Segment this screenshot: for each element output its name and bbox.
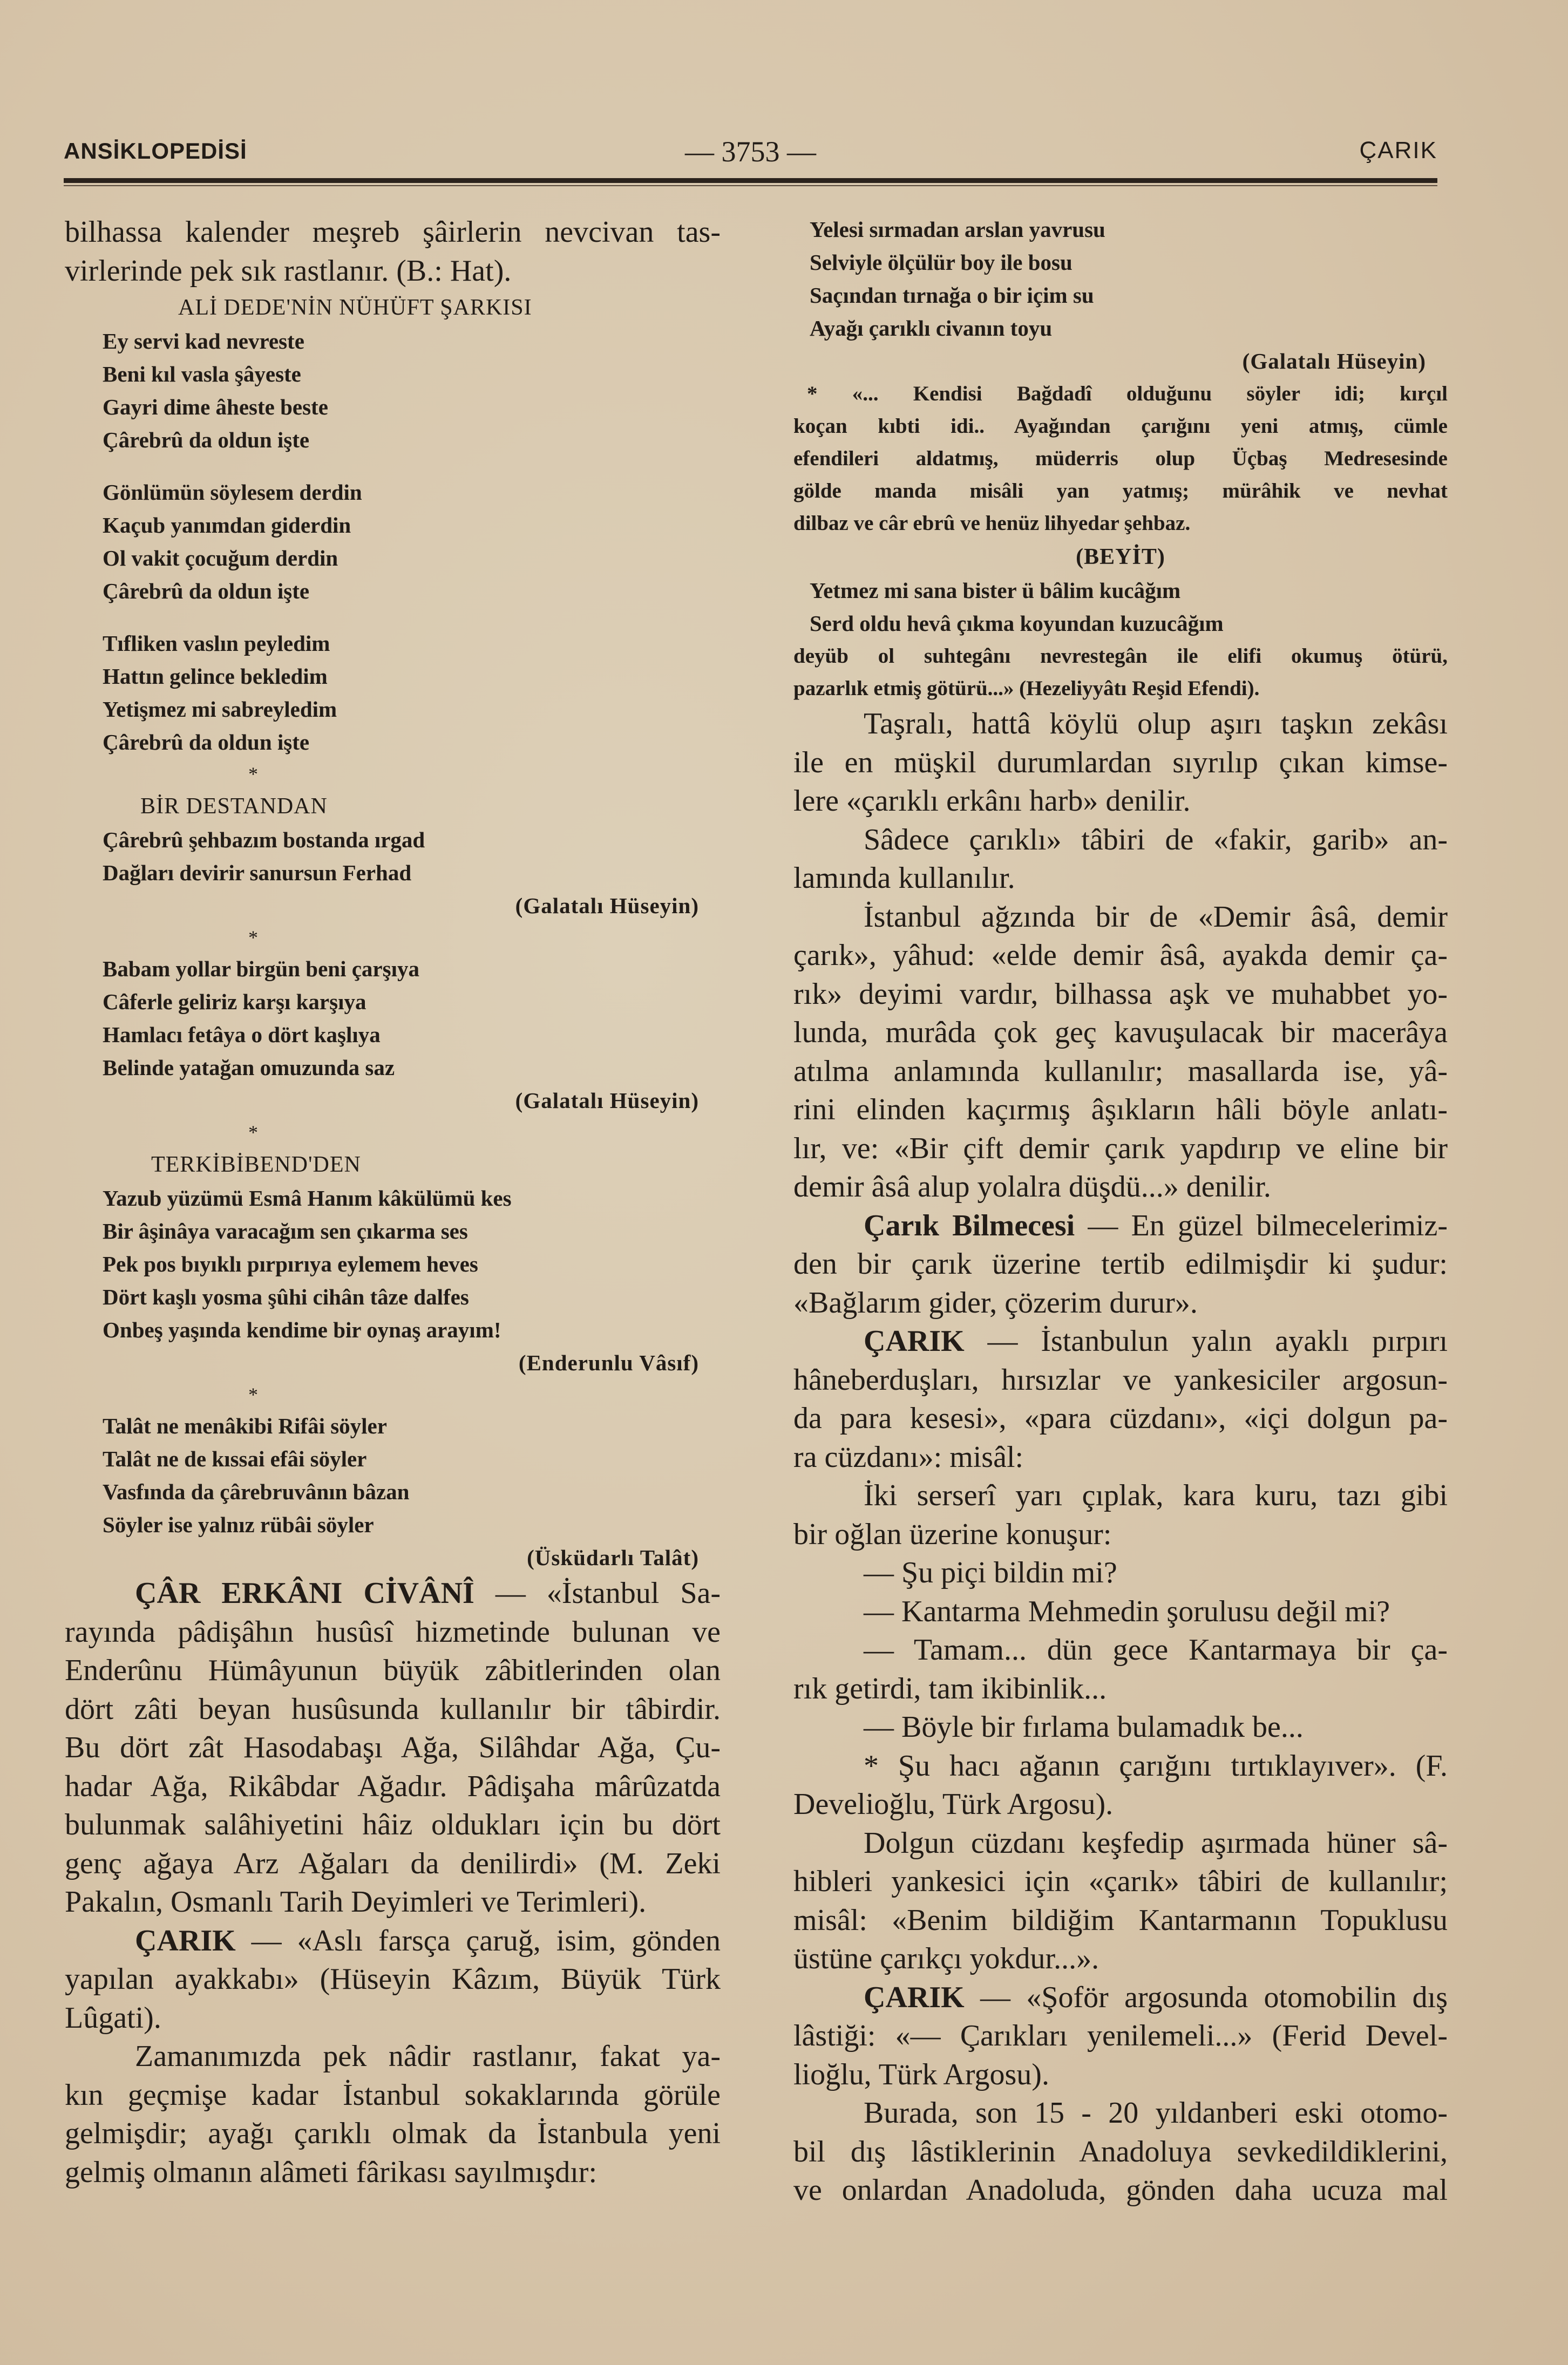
line-text: hibleri yankesici için «çarık» tâbiri de kullanılır;: [793, 1865, 1448, 1898]
text-line: [103, 476, 721, 509]
verse-attribution: (Galatalı Hüseyin): [515, 1088, 699, 1113]
header-entry-word: ÇARIK: [1359, 137, 1437, 164]
text-line: [65, 1768, 721, 1806]
text-line: [793, 1979, 1448, 2017]
paragraph: [793, 705, 1448, 821]
page-number: — 3753 —: [685, 135, 816, 168]
line-text: üstüne çarıkçı yokdur...».: [793, 1942, 1099, 1975]
text-line: [103, 824, 721, 857]
verse-stanza: [65, 1410, 721, 1541]
text-line: [103, 1314, 721, 1347]
line-text: bil dış lâstiklerinin Anadoluya sevkedildiklerini,: [793, 2135, 1448, 2169]
text-line: [793, 1708, 1448, 1747]
line-text: Selviyle ölçülür boy ile bosu: [810, 250, 1073, 275]
text-line: [793, 821, 1448, 860]
section-asterisk: *: [248, 1122, 258, 1143]
line-text: Dağları devirir sanursun Ferhad: [103, 860, 412, 885]
line-text: Hamlacı fetâya o dört kaşlıya: [103, 1022, 381, 1047]
text-line: [793, 1322, 1448, 1361]
text-line: [103, 726, 721, 759]
line-text: — Böyle bir fırlama bulamadık be...: [864, 1710, 1304, 1744]
line-text: hâneberduşları, hırsızlar ve yankesiciler argosun-: [793, 1363, 1448, 1397]
line-text: Ol vakit çocuğum derdin: [103, 546, 338, 570]
text-line: [65, 1883, 721, 1922]
text-line: [103, 857, 721, 889]
text-line: [793, 1168, 1448, 1207]
running-header: [64, 135, 1437, 173]
text-line: [65, 1806, 721, 1845]
line-text: Ey servi kad nevreste: [103, 329, 304, 354]
line-text: Babam yollar birgün beni çarşıya: [103, 956, 419, 981]
text-line: [810, 246, 1448, 279]
line-text: — En güzel bilmecelerimiz-: [1075, 1208, 1448, 1242]
paragraph: [793, 1979, 1448, 2095]
line-text: Câferle geliriz karşı karşıya: [103, 989, 366, 1014]
paragraph: [793, 2094, 1448, 2210]
text-line: [65, 252, 721, 291]
line-text: — «Şoför argosunda otomobilin dış: [964, 1980, 1448, 2014]
line-text: Talât ne de kıssai efâi söyler: [103, 1446, 367, 1471]
text-line: [65, 2153, 721, 2192]
line-text: * «... Kendisi Bağdadî olduğunu söyler idi; kırçıl: [807, 382, 1448, 405]
text-line: [793, 1014, 1448, 1052]
line-text: Talât ne menâkibi Rifâi söyler: [103, 1413, 387, 1438]
text-line: [793, 2171, 1448, 2210]
line-text: Zamanımızda pek nâdir rastlanır, fakat ya-: [135, 2040, 721, 2073]
text-line: [103, 1215, 721, 1248]
verse-stanza: [65, 1182, 721, 1347]
paragraph: [793, 1207, 1448, 1323]
line-text: den bir çarık üzerine tertib edilmişdir ki şudur:: [793, 1247, 1448, 1281]
line-text: — «İstanbul Sa-: [474, 1576, 721, 1610]
line-text: gelmiş olmanın alâmeti fârikası sayılmışdır:: [65, 2155, 598, 2189]
text-line: [65, 1999, 721, 2038]
text-line: [793, 782, 1448, 821]
stanza-gap: [65, 457, 721, 476]
line-text: Yetmez mi sana bister ü bâlim kucâğım: [810, 578, 1181, 603]
text-line: [793, 378, 1448, 410]
line-text: Vasfında da çârebruvânın bâzan: [103, 1479, 410, 1504]
line-text: dilbaz ve câr ebrû ve henüz lihyedar şehbaz.: [793, 512, 1191, 535]
paragraph: [793, 1824, 1448, 1979]
line-text: Söyler ise yalnız rübâi söyler: [103, 1512, 374, 1537]
line-text: Gönlümün söylesem derdin: [103, 480, 362, 505]
text-line: [793, 1863, 1448, 1901]
text-line: [793, 1207, 1448, 1246]
line-text: demir âsâ alup yolalra düşdü...» denilir.: [793, 1170, 1271, 1204]
text-line: [793, 1091, 1448, 1130]
paragraph: [65, 2037, 721, 2192]
paragraph: [65, 1922, 721, 2038]
text-line: [810, 574, 1448, 607]
section-heading: TERKİBİBEND'DEN: [151, 1152, 361, 1177]
section-asterisk: *: [248, 763, 258, 785]
paragraph: [793, 1593, 1448, 1632]
right-column: [793, 213, 1448, 2210]
paragraph: [793, 1708, 1448, 1747]
line-text: Onbeş yaşında kendime bir oynaş arayım!: [103, 1317, 501, 1342]
line-text: Yelesi sırmadan arslan yavrusu: [810, 217, 1105, 242]
line-text: virlerinde pek sık rastlanır. (B.: Hat).: [65, 254, 512, 288]
text-line: [793, 2094, 1448, 2133]
text-line: [793, 744, 1448, 783]
text-line: [793, 443, 1448, 475]
line-text: Pek pos bıyıklı pırpırıya eylemem heves: [103, 1252, 478, 1276]
quoted-passage: [793, 378, 1448, 540]
text-line: [793, 1824, 1448, 1863]
text-line: [65, 1960, 721, 1999]
text-line: [793, 2017, 1448, 2056]
line-text: deyüb ol suhtegânı nevrestegân ile elifi okumuş ötürü,: [793, 644, 1448, 668]
line-text: ve onlardan Anadoluda, gönden daha ucuza mal: [793, 2173, 1448, 2207]
header-rule: [64, 178, 1437, 183]
section-asterisk: *: [248, 1384, 258, 1405]
line-text: — Şu piçi bildin mi?: [864, 1556, 1117, 1589]
verse-attribution: (Galatalı Hüseyin): [515, 893, 699, 918]
line-text: Serd oldu hevâ çıkma koyundan kuzucâğım: [810, 611, 1224, 636]
text-line: [65, 1574, 721, 1613]
paragraph: [793, 1747, 1448, 1824]
line-text: bilhassa kalender meşreb şâirlerin nevcivan tas-: [65, 215, 721, 249]
line-text: Sâdece çarıklı» tâbiri de «fakir, garib» an-: [864, 823, 1448, 857]
text-line: [793, 859, 1448, 898]
text-line: [793, 1554, 1448, 1593]
verse-stanza: [65, 476, 721, 608]
line-text: da para kesesi», «para cüzdanı», «içi dolgun pa-: [793, 1402, 1448, 1435]
line-text: efendileri aldatmış, müderris olup Üçbaş Medresesinde: [793, 447, 1448, 470]
line-text: bir oğlan üzerine konuşur:: [793, 1517, 1112, 1551]
paragraph: [793, 898, 1448, 1207]
text-line: [103, 1443, 721, 1476]
line-text: — Kantarma Mehmedin şorulusu değil mi?: [864, 1594, 1390, 1628]
text-line: [793, 1747, 1448, 1786]
text-line: [65, 1652, 721, 1690]
line-text: lır, ve: «Bir çift demir çarık yapdırıp ve eline bir: [793, 1131, 1448, 1165]
line-text: dört zâti beyan husûsunda kullanılır bir tâbirdir.: [65, 1692, 721, 1726]
text-line: [103, 1508, 721, 1541]
text-line: [793, 1438, 1448, 1477]
paragraph: [65, 213, 721, 290]
verse-stanza: [65, 824, 721, 889]
line-text: lamında kullanılır.: [793, 861, 1015, 895]
line-text: İstanbul ağzında bir de «Demir âsâ, demir: [864, 900, 1448, 934]
text-line: [103, 1182, 721, 1215]
quoted-passage: [793, 640, 1448, 705]
line-text: Yetişmez mi sabreyledim: [103, 697, 337, 722]
line-text: — İstanbulun yalın ayaklı pırpırı: [964, 1324, 1448, 1358]
left-column: [65, 213, 721, 2192]
line-text: bulunmak salâhiyetini hâiz oldukları için bu dört: [65, 1808, 721, 1841]
text-line: [65, 1729, 721, 1768]
line-text: gelmişdir; ayağı çarıklı olmak da İstanbula yeni: [65, 2117, 721, 2150]
line-text: Dört kaşlı yosma şûhi cihân tâze dalfes: [103, 1285, 469, 1309]
text-line: [793, 1477, 1448, 1515]
text-line: [810, 213, 1448, 246]
text-line: [103, 358, 721, 391]
line-text: Kaçub yanımdan giderdin: [103, 513, 351, 538]
text-line: [793, 1515, 1448, 1554]
section-heading: BİR DESTANDAN: [140, 794, 328, 819]
line-text: yapılan ayakkabı» (Hüseyin Kâzım, Büyük Türk: [65, 1962, 721, 1996]
text-line: [65, 2115, 721, 2153]
text-line: [793, 640, 1448, 672]
text-line: [103, 325, 721, 358]
verse-stanza: [65, 627, 721, 759]
line-text: rini elinden kaçırmış âşıkların hâli böyle anlatı-: [793, 1093, 1448, 1126]
line-text: Beni kıl vasla şâyeste: [103, 362, 301, 386]
paragraph: [793, 1554, 1448, 1593]
paragraph: [793, 1322, 1448, 1477]
section-asterisk: *: [248, 927, 258, 948]
line-text: Enderûnu Hümâyunun büyük zâbitlerinden olan: [65, 1654, 721, 1687]
text-line: [793, 1284, 1448, 1323]
text-line: [793, 1785, 1448, 1824]
verse-stanza: [65, 325, 721, 457]
text-line: [793, 672, 1448, 705]
text-line: [65, 1922, 721, 1961]
line-text: Çârebrû da oldun işte: [103, 730, 310, 755]
line-text: Çârebrû da oldun işte: [103, 579, 310, 603]
line-text: lere «çarıklı erkânı harb» denilir.: [793, 784, 1191, 818]
line-text: Dolgun cüzdanı keşfedip aşırmada hüner sâ-: [864, 1826, 1448, 1860]
line-text: Bir âşinâya varacağım sen çıkarma ses: [103, 1219, 468, 1243]
text-line: [103, 1281, 721, 1314]
line-text: rayında pâdişâhın husûsî hizmetinde bulunan ve: [65, 1615, 721, 1649]
line-text: İki serserî yarı çıplak, kara kuru, tazı gibi: [864, 1479, 1448, 1512]
text-line: [793, 1940, 1448, 1979]
line-text: Saçından tırnağa o bir içim su: [810, 283, 1094, 308]
text-line: [793, 410, 1448, 443]
line-text: Yazub yüzümü Esmâ Hanım kâkülümü kes: [103, 1186, 512, 1211]
line-text: pazarlık etmiş götürü...» (Hezeliyyâtı Reşid Efendi).: [793, 677, 1260, 700]
paragraph: [65, 1574, 721, 1922]
text-line: [103, 1018, 721, 1051]
line-text: lâstiği: «— Çarıkları yenilemeli...» (Ferid Devel-: [793, 2019, 1448, 2053]
text-line: [103, 660, 721, 693]
text-line: [810, 279, 1448, 312]
line-text: ile en müşkil durumlardan sıyrılıp çıkan kimse-: [793, 745, 1448, 779]
verse-stanza: [793, 574, 1448, 640]
line-text: Taşralı, hattâ köylü olup aşırı taşkın zekâsı: [864, 707, 1448, 740]
line-text: hadar Ağa, Rikâbdar Ağadır. Pâdişaha mârûzatda: [65, 1769, 721, 1803]
text-line: [103, 575, 721, 608]
text-line: [793, 898, 1448, 937]
line-text: lunda, murâda çok geç kavuşulacak bir macerâya: [793, 1016, 1448, 1049]
text-line: [793, 1670, 1448, 1709]
line-text: Çârebrû da oldun işte: [103, 427, 310, 452]
verse-stanza: [65, 953, 721, 1084]
verse-attribution: (Enderunlu Vâsıf): [518, 1350, 699, 1375]
line-text: Bu dört zât Hasodabaşı Ağa, Silâhdar Ağa, Çu-: [65, 1731, 721, 1764]
line-text: kın geçmişe kadar İstanbul sokaklarında görüle: [65, 2078, 721, 2112]
line-text: Burada, son 15 - 20 yıldanberi eski otomo-: [864, 2096, 1448, 2130]
text-line: [103, 1410, 721, 1443]
text-line: [793, 1399, 1448, 1438]
paragraph: [793, 1477, 1448, 1554]
line-text: Gayri dime âheste beste: [103, 395, 328, 419]
text-line: [103, 1051, 721, 1084]
line-text: Lûgati).: [65, 2001, 161, 2035]
line-text: Belinde yatağan omuzunda saz: [103, 1055, 395, 1080]
line-text: lioğlu, Türk Argosu).: [793, 2057, 1049, 2091]
text-line: [793, 705, 1448, 744]
text-line: [65, 2037, 721, 2076]
text-line: [793, 475, 1448, 507]
text-line: [793, 2056, 1448, 2095]
line-text: — «Aslı farsça çaruğ, isim, gönden: [235, 1924, 721, 1958]
text-line: [793, 1631, 1448, 1670]
text-line: [65, 213, 721, 252]
verse-stanza: [793, 213, 1448, 345]
entry-term: ÇÂR ERKÂNI CİVÂNÎ: [135, 1576, 474, 1610]
text-line: [103, 509, 721, 542]
text-line: [793, 936, 1448, 975]
text-line: [793, 1361, 1448, 1400]
text-line: [810, 312, 1448, 345]
text-line: [103, 391, 721, 424]
text-line: [103, 1476, 721, 1508]
text-line: [103, 424, 721, 457]
text-line: [793, 2133, 1448, 2172]
text-line: [793, 1130, 1448, 1168]
text-line: [103, 1248, 721, 1281]
paragraph: [793, 1631, 1448, 1708]
entry-term: ÇARIK: [864, 1324, 965, 1358]
section-heading: (BEYİT): [1076, 545, 1165, 569]
line-text: rık» deyimi vardır, bilhassa aşk ve muhabbet yo-: [793, 977, 1448, 1011]
text-line: [793, 975, 1448, 1014]
text-line: [65, 1613, 721, 1652]
line-text: «Bağlarım gider, çözerim durur».: [793, 1286, 1198, 1320]
entry-term: ÇARIK: [864, 1980, 965, 2014]
text-line: [793, 1593, 1448, 1632]
line-text: Tıfliken vaslın peyledim: [103, 631, 330, 656]
line-text: Hattın gelince bekledim: [103, 664, 328, 689]
text-line: [103, 542, 721, 575]
entry-term: Çarık Bilmecesi: [864, 1208, 1075, 1242]
text-line: [65, 2076, 721, 2115]
line-text: Pakalın, Osmanlı Tarih Deyimleri ve Terimleri).: [65, 1885, 647, 1919]
section-heading: ALİ DEDE'NİN NÜHÜFT ŞARKISI: [178, 295, 532, 320]
line-text: rık getirdi, tam ikibinlik...: [793, 1671, 1107, 1705]
header-rule-thin: [64, 185, 1437, 186]
line-text: misâl: «Benim bildiğim Kantarmanın Topuklusu: [793, 1903, 1448, 1937]
line-text: Çârebrû şehbazım bostanda ırgad: [103, 827, 425, 852]
text-line: [793, 507, 1448, 540]
line-text: * Şu hacı ağanın çarığını tırtıklayıver». (F.: [864, 1749, 1448, 1783]
verse-attribution: (Galatalı Hüseyin): [1242, 349, 1426, 373]
verse-attribution: (Üsküdarlı Talât): [527, 1545, 699, 1570]
line-text: çarık», yâhud: «elde demir âsâ, ayakda demir ça-: [793, 939, 1448, 972]
line-text: gölde manda misâli yan yatmış; mürâhik ve nevhat: [793, 479, 1448, 502]
text-line: [103, 627, 721, 660]
text-line: [793, 1245, 1448, 1284]
line-text: ra cüzdanı»: misâl:: [793, 1440, 1024, 1474]
text-line: [65, 1690, 721, 1729]
line-text: koçan kıbti idi.. Ayağından çarığını yeni atmış, cümle: [793, 414, 1448, 438]
line-text: Ayağı çarıklı civanın toyu: [810, 316, 1053, 341]
text-line: [65, 1845, 721, 1884]
text-line: [103, 693, 721, 726]
line-text: genç ağaya Arz Ağaları da denilirdi» (M. Zeki: [65, 1846, 721, 1880]
entry-term: ÇARIK: [135, 1924, 236, 1958]
text-line: [793, 1901, 1448, 1940]
line-text: Develioğlu, Türk Argosu).: [793, 1788, 1114, 1821]
line-text: — Tamam... dün gece Kantarmaya bir ça-: [864, 1633, 1448, 1667]
text-line: [810, 607, 1448, 640]
text-line: [103, 953, 721, 986]
header-publication: ANSİKLOPEDİSİ: [64, 138, 247, 164]
paragraph: [793, 821, 1448, 898]
text-line: [103, 986, 721, 1018]
line-text: atılma anlamında kullanılır; masallarda ise, yâ-: [793, 1054, 1448, 1088]
stanza-gap: [65, 608, 721, 627]
text-line: [793, 1052, 1448, 1091]
